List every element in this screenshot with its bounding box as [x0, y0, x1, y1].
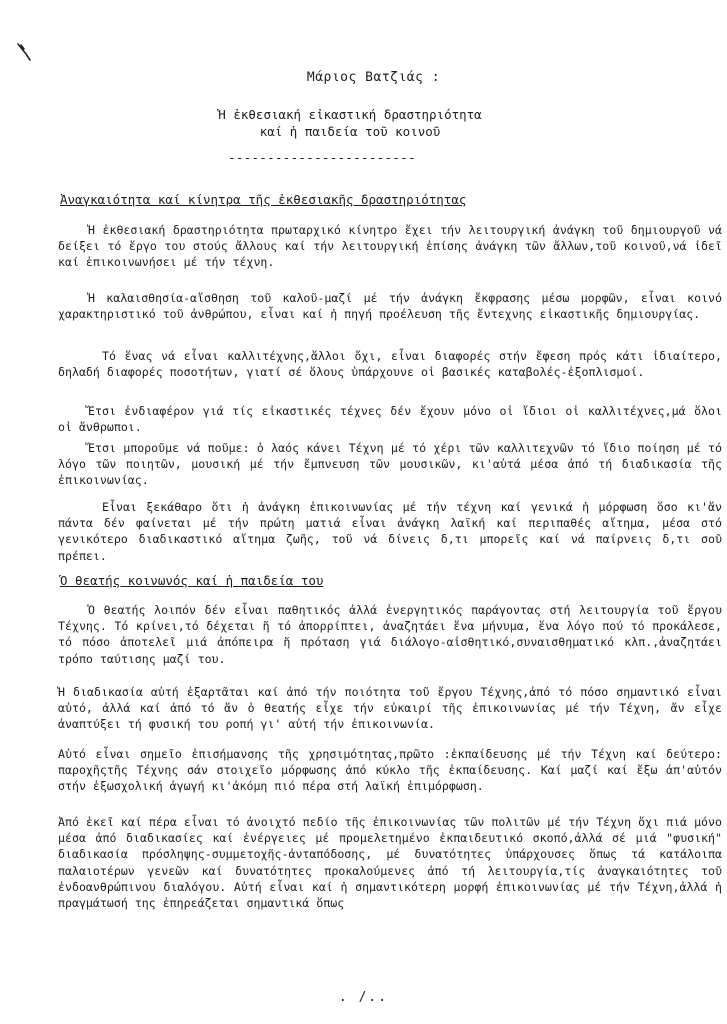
author-name: Μάριος Βατζιάς : [306, 70, 441, 85]
title-line-1: Ἡ ἐκθεσιακή εἰκαστική δραστηριότητα [218, 107, 482, 122]
pen-mark-icon [14, 40, 40, 66]
page-continuation-marker: . /.. [338, 990, 389, 1005]
paragraph: Ἀπό ἐκεῖ καί πέρα εἶναι τό ἀνοιχτό πεδίο τῆς ἐπικοινωνίας τῶν πολιτῶν μέ τήν Τέχνη ὄχι πιά μόνο μέσα ἀπό διαδικασίες καί ἐνέργειες μέ προμελετημένο ἐκπαιδευτικό σκοπό,ἀλλά σέ μιά "φυσική" διαδικασία πρόσληψης-συμμετοχῆς-ἀνταπόδοσης, μέ δυνατότητες ὑπάρχουσες ὅπως τά κατάλοιπα παλαιοτέρων γενεῶν καί δυνατότητες προκαλούμενες ἀπό τή λειτουργία,τίς ἀναγκαιότητες τοῦ ἐνδοανθρώπινου διαλόγου. Αὐτή εἶναι καί ἡ σημαντικότερη μορφή ἐπικοινωνίας μέ τήν Τέχνη,ἀλλά ἡ πραγμάτωσή της ἐπηρεάζεται σημαντικά ὅπως [58, 815, 722, 911]
section-2-heading: Ὁ θεατής κοινωνός καί ἡ παιδεία του [60, 573, 324, 588]
paragraph: Ἔτσι ἐνδιαφέρον γιά τίς εἰκαστικές τέχνες δέν ἔχουν μόνο οἱ ἴδιοι οἱ καλλιτέχνες,μά ὅλοι οἱ ἄνθρωποι. [58, 404, 722, 435]
title-line-2: καί ἡ παιδεία τοῦ κοινοῦ [259, 124, 441, 139]
paragraph: Ἔτσι μποροῦμε νά ποῦμε: ὁ λαός κάνει Τέχνη μέ τό χέρι τῶν καλλιτεχνῶν τό ἴδιο ποίηση μέ τό λόγο τῶν ποιητῶν, μουσική μέ τήν ἔμπνευση τῶν μουσικῶν, κι'αὐτά μέσα ἀπό τή διαδικασία τῆς ἐπικοινωνίας. [58, 441, 722, 488]
paragraph: Ἡ καλαισθησία-αἴσθηση τοῦ καλοῦ-μαζί μέ τήν ἀνάγκη ἔκφρασης μέσω μορφῶν, εἶναι κοινό χαρακτηριστικό τοῦ ἀνθρώπου, εἶναι καί ἡ πηγή προέλευση τῆς ἔντεχνης εἰκαστικῆς δημιουργίας. [58, 291, 722, 322]
paragraph: Τό ἕνας νά εἶναι καλλιτέχνης,ἄλλοι ὄχι, εἶναι διαφορές στήν ἔφεση πρός κάτι ἰδιαίτερο, δηλαδή διαφορές ποσοτήτων, γιατί σέ ὅλους ὑπάρχουνε οἱ βασικές καταβολές-ἐξοπλισμοί. [58, 349, 722, 380]
section-1-heading: Ἀναγκαιότητα καί κίνητρα τῆς ἐκθεσιακῆς δραστηριότητας [60, 192, 467, 207]
paragraph: Ἡ ἐκθεσιακή δραστηριότητα πρωταρχικό κίνητρο ἔχει τήν λειτουργική ἀνάγκη τοῦ δημιουργοῦ νά δείξει τό ἔργο του στούς ἄλλους καί τήν λειτουργική ἐπίσης ἀνάγκη τῶν ἄλλων,τοῦ κοινοῦ,νά ἰδεῖ καί ἐπικοινωνήσει μέ τήν τέχνη. [58, 223, 722, 270]
document-title [160, 106, 540, 140]
title-separator: ------------------------ [228, 150, 416, 165]
paragraph: Εἶναι ξεκάθαρο ὅτι ἡ ἀνάγκη ἐπικοινωνίας μέ τήν τέχνη καί γενικά ἡ μόρφωση ὅσο κι'ἄν πάντα δέν φαίνεται μέ τήν πρώτη ματιά εἶναι ἀνάγκη λαϊκή καί περιπαθές αἴτημα, μέσα στό γενικότερο διαδικαστικό αἴτημα ζωῆς, τοῦ νά δίνεις δ,τι μπορεῖς καί νά παίρνεις δ,τι σοῦ πρέπει. [58, 500, 722, 563]
paragraph: Ὁ θεατής λοιπόν δέν εἶναι παθητικός ἀλλά ἐνεργητικός παράγοντας στή λειτουργία τοῦ ἔργου Τέχνης. Τό κρίνει,τό δέχεται ἤ τό ἀπορρίπτει, ἀναζητάει ἕνα μήνυμα, ἕνα λόγο πού τό προκάλεσε, τό πόσο ἀποτελεῖ μιά ἀπόπειρα ἤ πρόταση γιά διάλογο-αἰσθητικό,συναισθηματικό κλπ.,ἀναζητάει τρόπο ταύτισης μαζί του. [58, 603, 722, 666]
paragraph: Αὐτό εἶναι σημεῖο ἐπισήμανσης τῆς χρησιμότητας,πρῶτο :ἐκπαίδευσης μέ τήν Τέχνη καί δεύτερο: παροχῆςτῆς Τέχνης σάν στοιχεῖο μόρφωσης ἀπό κύκλο τῆς ἐκπαίδευσης. Καί μαζί καί ἔξω ἀπ'αὐτόν στήν ἐξωσχολική ἀγωγή κι'ἀκόμη πιό πέρα στή λαϊκή ἐπιμόρφωση. [58, 747, 722, 794]
paragraph: Ἡ διαδικασία αὐτή ἐξαρτᾶται καί ἀπό τήν ποιότητα τοῦ ἔργου Τέχνης,ἀπό τό πόσο σημαντικό εἶναι αὐτό, ἀλλά καί ἀπό τό ἄν ὁ θεατής εἶχε τήν εὐκαιρί τῆς ἐπικοινωνίας μέ τήν Τέχνη, ἄν εἶχε ἀναπτύξει τή φυσική του ροπή γι' αὐτή τήν ἐπικοινωνία. [58, 685, 722, 732]
